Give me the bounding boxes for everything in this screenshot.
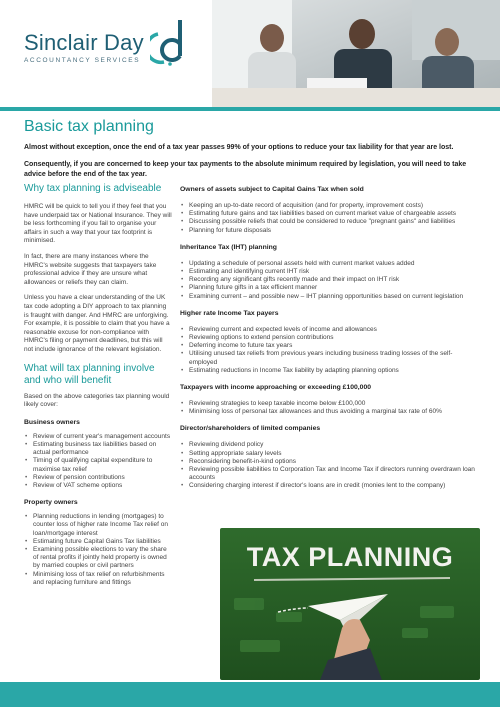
list-item: • Discussing possible reliefs that could be considered to reduce "pregnant gains" and liabilities: [180, 218, 480, 226]
list-item: • Estimating reductions in Income Tax liability by adapting planning options: [180, 367, 480, 375]
header-divider: [0, 107, 500, 111]
subheading-inheritance-tax: Inheritance Tax (IHT) planning: [180, 243, 277, 251]
list-item: • Considering charging interest if director's loans are in credit (monies lent to the company): [180, 482, 480, 490]
list-item: • Updating a schedule of personal assets held with current market values added: [180, 260, 480, 268]
list-item: • Recording any significant gifts recently made and their impact on IHT risk: [180, 276, 480, 284]
paragraph: In fact, there are many instances where the HMRC's website suggests that taxpayers take professional advice if they are unsure what allowances or reliefs they can claim.: [24, 252, 157, 286]
list-item: • Review of pension contributions: [24, 474, 172, 482]
income-100k-list: [180, 400, 480, 416]
page-title: Basic tax planning: [24, 118, 154, 135]
inheritance-tax-list: [180, 260, 480, 301]
subheading-higher-rate: Higher rate Income Tax payers: [180, 309, 279, 317]
higher-rate-list: [180, 326, 480, 375]
list-item: • Review of VAT scheme options: [24, 482, 172, 490]
left-column: [24, 183, 172, 587]
list-item: • Deferring income to future tax years: [180, 342, 480, 350]
list-item: • Reviewing possible liabilities to Corporation Tax and Income Tax if directors running overdrawn loan accounts: [180, 466, 480, 482]
footer-bar: [0, 682, 500, 707]
brand-mark-icon: [150, 16, 188, 68]
list-item: • Minimising loss of personal tax allowances and thus avoiding a marginal tax rate of 60%: [180, 408, 480, 416]
list-item: • Examining current – and possible new – IHT planning opportunities based on current legislation: [180, 293, 480, 301]
list-item: • Reviewing dividend policy: [180, 441, 480, 449]
subheading-capital-gains: Owners of assets subject to Capital Gains Tax when sold: [180, 186, 364, 193]
subheading-directors: Director/shareholders of limited companies: [180, 425, 321, 433]
property-owners-list: [24, 513, 172, 587]
tax-planning-image: [220, 528, 480, 680]
list-item: • Examining possible elections to vary the share of rental profits if jointly held property is owned by married couples or civil partners: [24, 546, 172, 571]
subheading-property-owners: Property owners: [24, 499, 78, 507]
list-item: • Planning future gifts in a tax efficient manner: [180, 284, 480, 292]
list-item: • Setting appropriate salary levels: [180, 450, 480, 458]
paragraph: HMRC will be quick to tell you if they feel that you have underpaid tax or National Insurance. They will be less forthcoming if you fail to organise your affairs in such a way that your tax footprint is minimised.: [24, 203, 172, 245]
tax-planning-chalk-text: TAX PLANNING: [246, 542, 454, 572]
business-owners-list: [24, 433, 172, 490]
brand-name: Sinclair Day: [24, 30, 144, 55]
list-item: • Estimating future gains and tax liabilities based on current market value of chargeable assets: [180, 210, 480, 218]
list-item: • Utilising unused tax reliefs from previous years including business trading losses of the self-employed: [180, 350, 480, 366]
list-item: • Estimating and identifying current IHT risk: [180, 268, 480, 276]
capital-gains-list: [180, 202, 480, 235]
list-item: • Reviewing strategies to keep taxable income below £100,000: [180, 400, 480, 408]
brand-subtitle: ACCOUNTANCY SERVICES: [24, 57, 141, 64]
subheading-income-100k: Taxpayers with income approaching or exceeding £100,000: [180, 384, 372, 392]
list-item: • Estimating business tax liabilities based on actual performance: [24, 441, 172, 457]
directors-list: [180, 441, 480, 490]
list-item: • Estimating future Capital Gains Tax liabilities: [24, 538, 172, 546]
list-item: • Planning for future disposals: [180, 227, 480, 235]
right-column: [180, 186, 480, 491]
list-item: • Planning reductions in lending (mortgages) to counter loss of higher rate Income Tax relief on loan/mortgage interest: [24, 513, 172, 538]
brand-logo: [24, 30, 144, 64]
list-item: • Keeping an up-to-date record of acquisition (and for property, improvement costs): [180, 202, 480, 210]
list-item: • Reviewing options to extend pension contributions: [180, 334, 480, 342]
list-item: • Reviewing current and expected levels of income and allowances: [180, 326, 480, 334]
paragraph: Unless you have a clear understanding of the UK tax code adopting a DIY approach to tax planning is fraught with danger. And HMRC are unforgiving. For example, it is possible to claim that you have a reasonable excuse for non-compliance with HMRC's filing or payment deadlines, but this will not include ignorance of the relevant legislation.: [24, 294, 170, 353]
list-item: • Timing of qualifying capital expenditure to maximise tax relief: [24, 457, 172, 473]
heading-what-will-tax-planning-involve: What will tax planning involve and who will benefit: [24, 362, 155, 386]
subheading-business-owners: Business owners: [24, 418, 80, 426]
list-item: • Reconsidering benefit-in-kind options: [180, 458, 480, 466]
intro-paragraph-1: Almost without exception, once the end of a tax year passes 99% of your options to reduce your tax liability for that year are lost.: [24, 144, 454, 151]
heading-why-tax-planning: Why tax planning is adviseable: [24, 183, 162, 194]
list-item: • Minimising loss of tax relief on refurbishments and replacing furniture and fittings: [24, 571, 172, 587]
intro-paragraph-2: Consequently, if you are concerned to keep your tax payments to the absolute minimum required by legislation, you will need to take advice before the end of the tax year.: [24, 161, 467, 178]
header-photo: [212, 0, 500, 107]
paragraph: Based on the above categories tax planning would likely cover:: [24, 392, 170, 409]
header: [0, 0, 500, 107]
list-item: • Review of current year's management accounts: [24, 433, 172, 441]
